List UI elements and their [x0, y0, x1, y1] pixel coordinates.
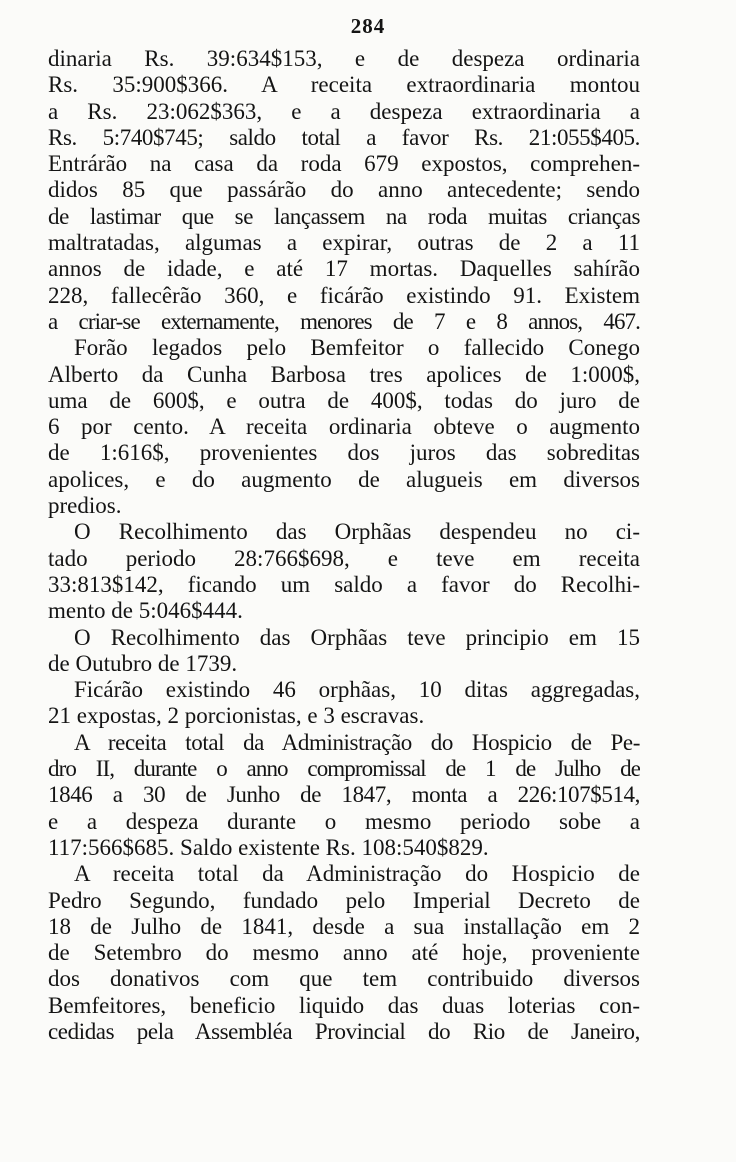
text-line: dinaria Rs. 39:634$153, e de despeza ordinaria: [48, 46, 640, 71]
text-line: cedidas pela Assembléa Provincial do Rio de Janeiro,: [48, 1018, 640, 1044]
text-line: O Recolhimento das Orphãas despendeu no ci-: [74, 519, 640, 545]
text-line: dro II, durante o anno compromissal de 1 de Julho de: [48, 756, 640, 782]
text-line: Ficárão existindo 46 orphãas, 10 ditas aggregadas,: [74, 677, 640, 703]
text-line: mento de 5:046$444.: [48, 598, 243, 624]
page-number: 284: [350, 14, 386, 38]
text-line: apolices, e do augmento de alugueis em diversos: [48, 466, 640, 492]
text-line: 228, fallecêrão 360, e ficárão existindo 91. Existem: [48, 282, 640, 308]
text-line: Alberto da Cunha Barbosa tres apolices de 1:000$,: [48, 361, 640, 387]
text-line: Forão legados pelo Bemfeitor o fallecido Conego: [74, 335, 640, 361]
text-line: Rs. 35:900$366. A receita extraordinaria montou: [48, 72, 640, 98]
text-line: Pedro Segundo, fundado pelo Imperial Decreto de: [48, 887, 640, 913]
text-line: 1846 a 30 de Junho de 1847, monta a 226:107$514,: [48, 782, 640, 808]
text-line: annos de idade, e até 17 mortas. Daquelles sahírão: [48, 256, 640, 282]
text-line: uma de 600$, e outra de 400$, todas do juro de: [48, 387, 640, 413]
paragraph-1: [48, 46, 640, 335]
text-line: 33:813$142, ficando um saldo a favor do Recolhi-: [48, 571, 640, 597]
text-line: Rs. 5:740$745; saldo total a favor Rs. 21:055$405.: [48, 124, 640, 150]
body-text: [48, 46, 640, 1045]
text-line: A receita total da Administração do Hospicio de Pe-: [74, 729, 640, 755]
text-line: de Setembro do mesmo anno até hoje, proveniente: [48, 940, 640, 966]
paragraph-2: [48, 335, 640, 519]
text-line: de Outubro de 1739.: [48, 650, 238, 676]
text-line: Entrárão na casa da roda 679 expostos, comprehen-: [48, 151, 640, 177]
text-line: 117:566$685. Saldo existente Rs. 108:540$829.: [48, 834, 489, 860]
text-line: de 1:616$, provenientes dos juros das sobreditas: [48, 440, 640, 466]
paragraph-4: [48, 625, 640, 678]
text-line: dos donativos com que tem contribuido diversos: [48, 966, 640, 992]
text-line: 21 expostas, 2 porcionistas, e 3 escravas.: [48, 703, 425, 729]
text-line: a criar-se externamente, menores de 7 e 8 annos, 467.: [48, 308, 640, 334]
paragraph-7: [48, 861, 640, 1045]
text-line: A receita total da Administração do Hospicio de: [74, 861, 640, 887]
text-line: 6 por cento. A receita ordinaria obteve o augmento: [48, 414, 640, 440]
text-line: a Rs. 23:062$363, e a despeza extraordinaria a: [48, 98, 640, 124]
text-line: e a despeza durante o mesmo periodo sobe a: [48, 808, 640, 834]
text-line: Bemfeitores, beneficio liquido das duas loterias con-: [48, 992, 640, 1018]
text-line: O Recolhimento das Orphãas teve principio em 15: [74, 624, 640, 650]
text-line: de lastimar que se lançassem na roda muitas crianças: [48, 203, 640, 229]
text-line: maltratadas, algumas a expirar, outras de 2 a 11: [48, 230, 640, 256]
paragraph-3: [48, 519, 640, 624]
text-line: didos 85 que passárão do anno antecedente; sendo: [48, 177, 640, 203]
text-line: predios.: [48, 493, 122, 519]
text-line: tado periodo 28:766$698, e teve em receita: [48, 545, 640, 571]
paragraph-5: [48, 677, 640, 730]
text-line: 18 de Julho de 1841, desde a sua installação em 2: [48, 913, 640, 939]
paragraph-6: [48, 730, 640, 861]
